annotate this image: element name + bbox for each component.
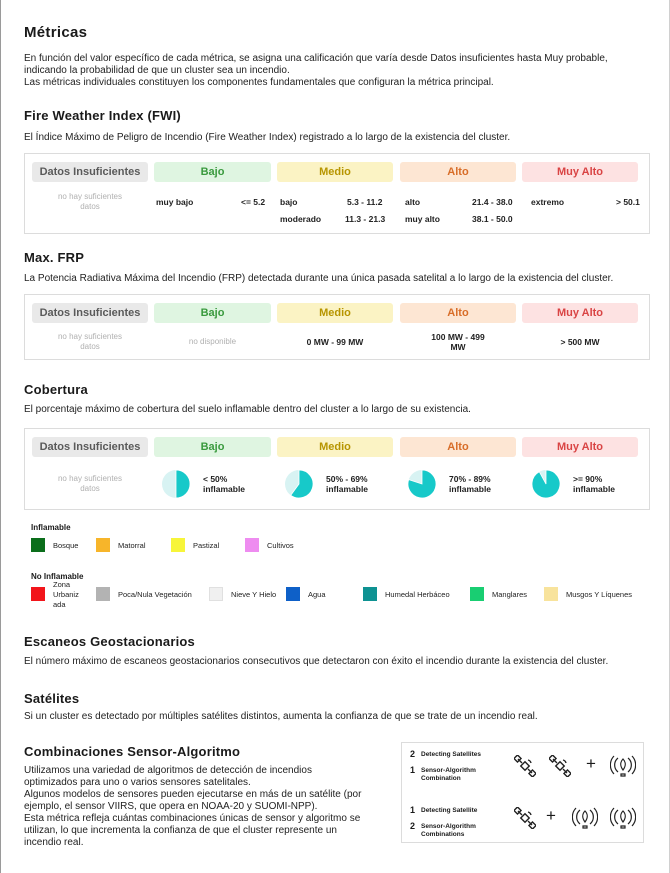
- example-2-combination-label: Sensor-Algorithm Combinations: [421, 823, 476, 838]
- frp-no-data: no hay suficientes datos: [57, 332, 123, 351]
- level-alto: Alto: [400, 303, 516, 323]
- level-alto: Alto: [400, 162, 516, 182]
- level-muy-alto: Muy Alto: [522, 162, 638, 182]
- satelites-description: Si un cluster es detectado por múltiples satélites distintos, aumenta la confianza de que se trate de un incendio real.: [24, 711, 538, 722]
- fwi-range-label: extremo: [531, 197, 565, 207]
- coverage-pie-label: 70% - 89% inflamable: [449, 474, 492, 494]
- legend-swatch: [96, 538, 110, 552]
- satellite-icon: [514, 755, 536, 777]
- fwi-range-label: moderado: [280, 214, 322, 224]
- frp-muy-alto-value: > 500 MW: [560, 337, 600, 347]
- cobertura-title: Cobertura: [24, 382, 88, 397]
- combination-examples: [401, 742, 644, 843]
- fwi-range-label: muy bajo: [156, 197, 194, 207]
- pie-inflamable-slice: [532, 470, 560, 498]
- level-muy-alto: Muy Alto: [522, 303, 638, 323]
- example-2-satellite-count: 1: [410, 805, 416, 815]
- legend-label: Manglares: [492, 590, 528, 599]
- level-medio: Medio: [277, 162, 393, 182]
- frp-alto-value: 100 MW - 499 MW: [431, 332, 485, 352]
- legend-swatch: [286, 587, 300, 601]
- legend-label: Nieve Y Hielo: [231, 590, 277, 599]
- frp-medio-value: 0 MW - 99 MW: [306, 337, 364, 347]
- fwi-range-label: bajo: [280, 197, 298, 207]
- legend-swatch: [470, 587, 484, 601]
- coverage-pie-label: 50% - 69% inflamable: [326, 474, 369, 494]
- legend-swatch: [544, 587, 558, 601]
- legend-label: Matorral: [118, 541, 146, 550]
- legend-label: Bosque: [53, 541, 79, 550]
- fwi-range-value: 5.3 - 11.2: [347, 197, 383, 207]
- plus-sign: +: [586, 754, 596, 773]
- legend-swatch: [245, 538, 259, 552]
- coverage-pie-label: < 50% inflamable: [203, 474, 246, 494]
- fwi-range-value: <= 5.2: [241, 197, 266, 207]
- combinaciones-line: incendio real.: [24, 837, 84, 848]
- combinaciones-line: Esta métrica refleja cuántas combinaciones únicas de sensor y algoritmo se: [24, 813, 361, 824]
- fwi-range-value: 11.3 - 21.3: [345, 214, 386, 224]
- level-bajo: Bajo: [154, 162, 271, 182]
- coverage-pie-chart: [531, 469, 561, 499]
- level-bajo: Bajo: [154, 437, 271, 457]
- intro-line-2: indicando la probabilidad de que un cluster sea un incendio.: [24, 65, 290, 76]
- coverage-pie-label: >= 90% inflamable: [573, 474, 616, 494]
- plus-sign: +: [546, 806, 556, 825]
- fwi-no-data: no hay suficientes datos: [57, 192, 123, 211]
- example-2-combination-count: 2: [410, 821, 416, 831]
- frp-description: La Potencia Radiativa Máxima del Incendio (FRP) detectada durante una única pasada satelital a lo largo de la existencia del cluster.: [24, 273, 614, 284]
- frp-table: [24, 294, 650, 360]
- frp-title: Max. FRP: [24, 250, 85, 265]
- level-muy-alto: Muy Alto: [522, 437, 638, 457]
- geo-title: Escaneos Geostacionarios: [24, 634, 195, 649]
- legend-inflamable-title: Inflamable: [31, 523, 71, 532]
- example-1-combination-label: Sensor-Algorithm Combination: [421, 767, 476, 782]
- intro-line-1: En función del valor específico de cada métrica, se asigna una calificación que varía desde Datos insuficientes hasta Muy probable,: [24, 53, 608, 64]
- frp-bajo-value: no disponible: [188, 337, 237, 346]
- combinaciones-line: utilizan, lo que incrementa la confianza de que el cluster represente un: [24, 825, 337, 836]
- legend-swatch: [31, 538, 45, 552]
- intro-line-3: Las métricas individuales constituyen los componentes fundamentales que configuran la métrica principal.: [24, 77, 494, 88]
- level-medio: Medio: [277, 437, 393, 457]
- page-title: Métricas: [24, 24, 88, 41]
- legend-swatch: [171, 538, 185, 552]
- fwi-table: [24, 153, 650, 234]
- fwi-range-value: 21.4 - 38.0: [472, 197, 513, 207]
- level-insuficientes: Datos Insuficientes: [32, 162, 148, 182]
- level-insuficientes: Datos Insuficientes: [32, 437, 148, 457]
- sensor-algorithm-icon: [610, 804, 636, 830]
- example-1-satellite-count: 2: [410, 749, 416, 759]
- legend-swatch: [363, 587, 377, 601]
- satelites-title: Satélites: [24, 691, 80, 706]
- legend-label: Cultivos: [267, 541, 294, 550]
- geo-description: El número máximo de escaneos geostacionarios consecutivos que detectaron con éxito el incendio durante la existencia del cluster.: [24, 656, 609, 667]
- sensor-algorithm-icon: [610, 752, 636, 778]
- legend-label: Agua: [308, 590, 326, 599]
- legend-no-inflamable-title: No Inflamable: [31, 572, 84, 581]
- level-insuficientes: Datos Insuficientes: [32, 303, 148, 323]
- legend-swatch: [209, 587, 223, 601]
- fwi-description: El Índice Máximo de Peligro de Incendio (Fire Weather Index) registrado a lo largo de la existencia del cluster.: [24, 132, 511, 143]
- fwi-title: Fire Weather Index (FWI): [24, 108, 181, 123]
- coverage-pie-chart: [407, 469, 437, 499]
- example-1-satellite-label: Detecting Satellites: [421, 751, 481, 758]
- satellite-icon: [549, 755, 571, 777]
- example-1-combination-count: 1: [410, 765, 416, 775]
- fwi-range-value: > 50.1: [616, 197, 640, 207]
- fwi-range-label: muy alto: [405, 214, 440, 224]
- cobertura-no-data: no hay suficientes datos: [57, 474, 123, 493]
- combinaciones-line: optimizados para uno o varios sensores satelitales.: [24, 777, 251, 788]
- cobertura-table: [24, 428, 650, 510]
- combinaciones-line: Algunos modelos de sensores pueden ejecutarse en más de un satélite (por: [24, 789, 362, 800]
- coverage-pie-chart: [161, 469, 191, 499]
- fwi-range-label: alto: [405, 197, 421, 207]
- level-bajo: Bajo: [154, 303, 271, 323]
- combinaciones-title: Combinaciones Sensor-Algoritmo: [24, 744, 241, 759]
- legend-label: Humedal Herbáceo: [385, 590, 450, 599]
- level-medio: Medio: [277, 303, 393, 323]
- level-alto: Alto: [400, 437, 516, 457]
- pie-inflamable-slice: [176, 470, 190, 498]
- legend-label: Pastizal: [193, 541, 220, 550]
- satellite-icon: [514, 807, 536, 829]
- legend-label: Zona Urbaniz ada: [53, 580, 79, 609]
- legend-label: Poca/Nula Vegetación: [118, 590, 192, 599]
- cobertura-description: El porcentaje máximo de cobertura del suelo inflamable dentro del cluster a lo largo de su existencia.: [24, 404, 471, 415]
- combinaciones-line: ejemplo, el sensor VIIRS, que opera en NOAA-20 y SUOMI-NPP).: [24, 801, 318, 812]
- combinaciones-line: Utilizamos una variedad de algoritmos de detección de incendios: [24, 765, 312, 776]
- legend-swatch: [31, 587, 45, 601]
- coverage-pie-chart: [284, 469, 314, 499]
- legend-swatch: [96, 587, 110, 601]
- legend-label: Musgos Y Líquenes: [566, 590, 633, 599]
- fwi-range-value: 38.1 - 50.0: [472, 214, 513, 224]
- sensor-algorithm-icon: [572, 804, 598, 830]
- example-2-satellite-label: Detecting Satellite: [421, 807, 478, 814]
